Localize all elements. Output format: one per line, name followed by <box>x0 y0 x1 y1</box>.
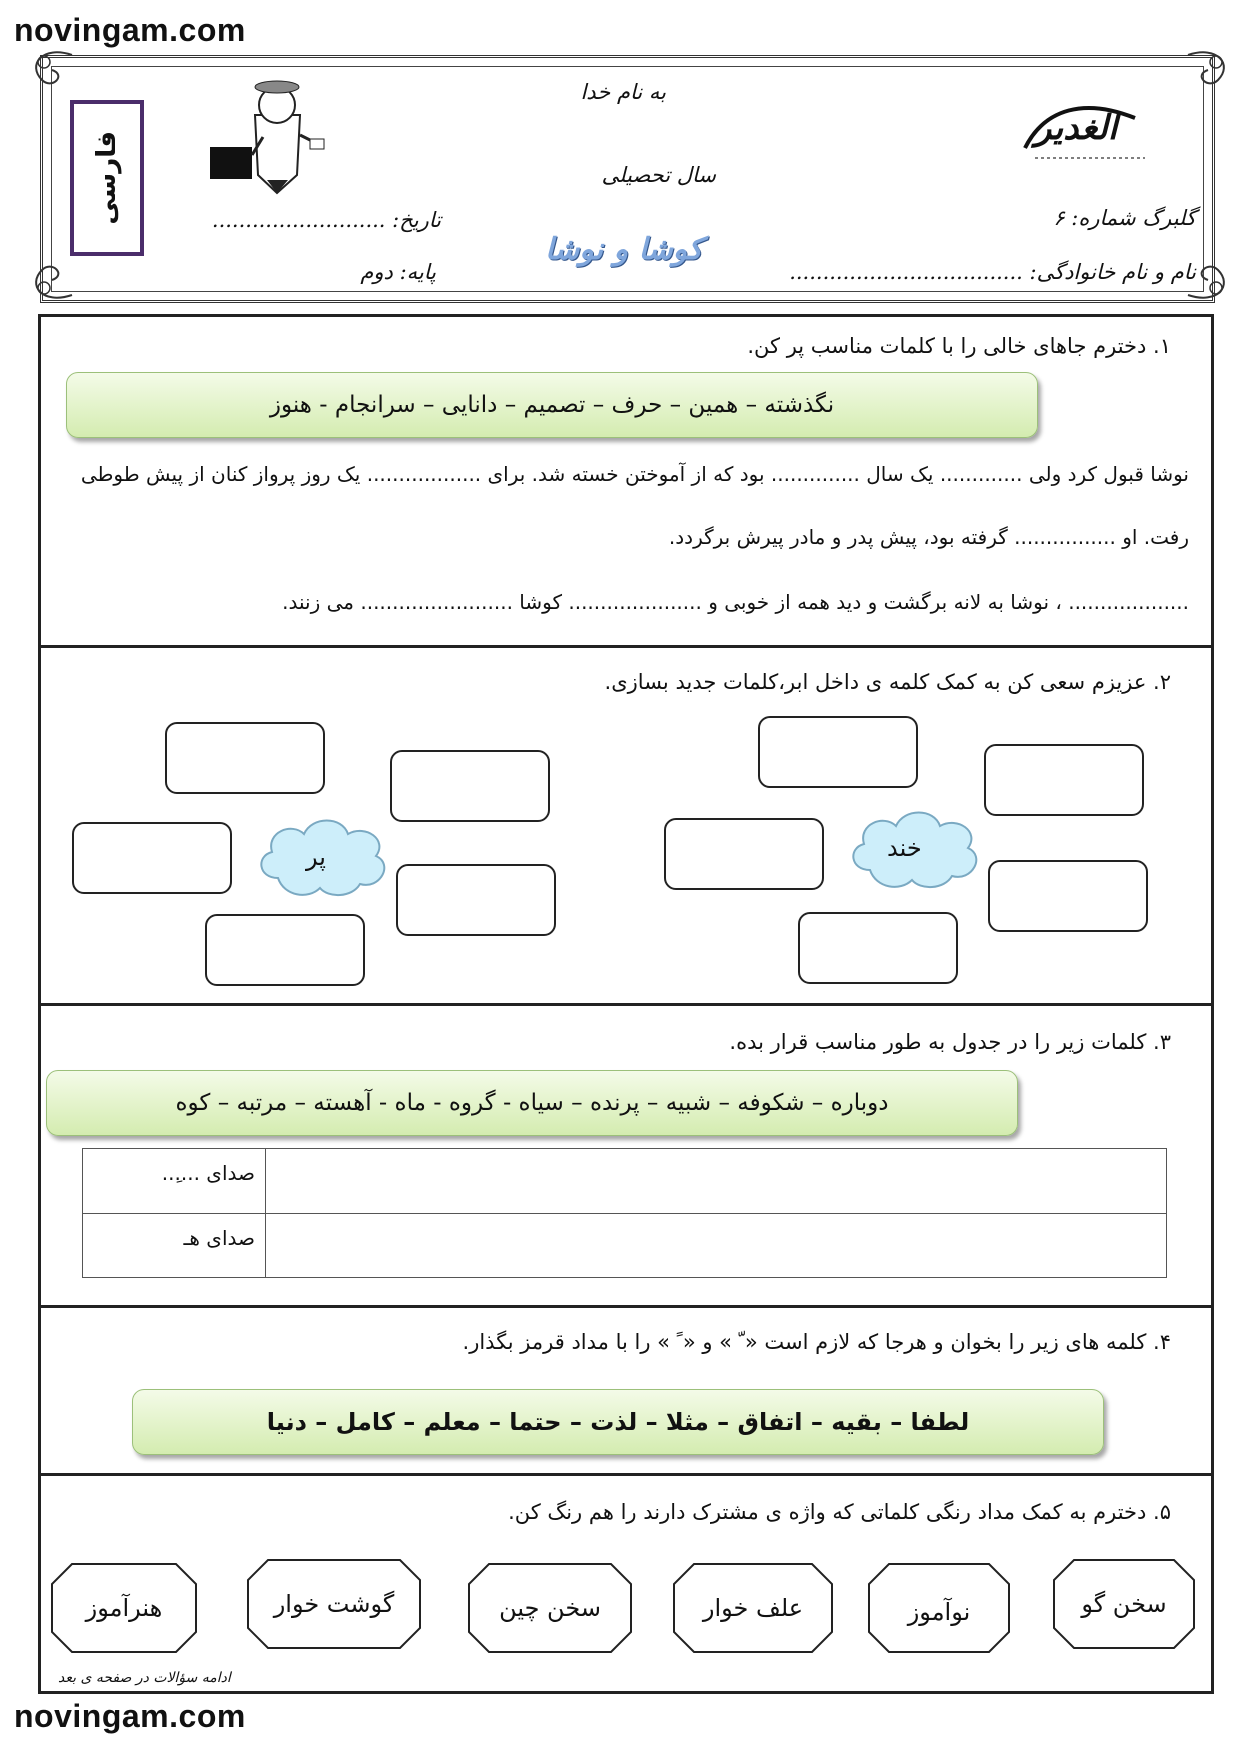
subject-label: فارسی <box>92 131 122 225</box>
word-tile-label: هنرآموز <box>85 1594 163 1622</box>
story-title: کوشا و نوشا <box>545 232 703 267</box>
answer-box[interactable] <box>758 716 918 788</box>
sheet-number: گلبرگ شماره: ۶ <box>1053 206 1196 230</box>
q1-word-bank: نگذشته – همین – حرف – تصمیم – دانایی – سرانجام - هنوز <box>66 372 1038 438</box>
answer-box[interactable] <box>798 912 958 984</box>
continued-note: ادامه سؤالات در صفحه ی بعد <box>58 1670 231 1686</box>
divider <box>38 1305 1214 1308</box>
q4-word-bank: لطفا – بقیه – اتفاق – مثلا – لذت – حتما – معلم – کامل – دنیا <box>132 1389 1104 1455</box>
row-label: صدای ﻫـ <box>83 1213 266 1278</box>
question-1-title: ۱. دخترم جاهای خالی را با کلمات مناسب پر کن. <box>747 334 1171 358</box>
question-5-title: ۵. دخترم به کمک مداد رنگی کلماتی که واژه ی مشترک دارند را هم رنگ کن. <box>508 1500 1171 1524</box>
q3-word-bank: دوباره – شکوفه – شبیه – پرنده – سیاه - گروه - ماه - آهسته – مرتبه – کوه <box>46 1070 1018 1136</box>
word-tile-label: سخن گو <box>1081 1590 1167 1618</box>
q1-sentence-line: ................... ، نوشا به لانه برگشت و دید همه از خوبی و ..................... کوشا ........................ می زنند. <box>282 590 1189 614</box>
table-row <box>83 1213 1167 1278</box>
cloud-word-khand: خند <box>887 834 922 862</box>
bismillah: به نام خدا <box>580 80 666 104</box>
q1-sentence-line: نوشا قبول کرد ولی ............. یک سال .............. بود که از آموختن خسته شد. برای .................. یک روز پرواز کنان از پیش طوطی <box>80 462 1189 486</box>
divider <box>38 1003 1214 1006</box>
table-row <box>83 1149 1167 1214</box>
q3-table <box>82 1148 1167 1278</box>
question-2-title: ۲. عزیزم سعی کن به کمک کلمه ی داخل ابر،کلمات جدید بسازی. <box>604 670 1171 694</box>
ornament-icon <box>22 250 82 310</box>
answer-box[interactable] <box>988 860 1148 932</box>
grade-field: پایه: دوم <box>360 260 436 284</box>
watermark-top: novingam.com <box>14 12 246 48</box>
pencil-character-icon <box>205 75 330 195</box>
word-tile-label: گوشت خوار <box>273 1590 395 1618</box>
q1-sentence-line: رفت. او ................ گرفته بود، پیش پدر و مادر پیرش برگردد. <box>668 525 1189 549</box>
row-label: صدای ....ِ.. <box>83 1149 266 1214</box>
name-field: نام و نام خانوادگی: ................................... <box>789 260 1196 284</box>
question-4-title: ۴. کلمه های زیر را بخوان و هرجا که لازم است « ّ » و « ً » را با مداد قرمز بگذار. <box>462 1330 1171 1354</box>
cloud-word-par: پر <box>306 843 326 871</box>
date-field: تاریخ: .......................... <box>211 208 441 232</box>
word-tile-label: علف خوار <box>702 1594 804 1622</box>
school-year: سال تحصیلی <box>601 163 716 187</box>
watermark-bottom: novingam.com <box>14 1698 246 1734</box>
school-logo: الغدیر <box>1015 88 1155 174</box>
divider <box>38 645 1214 648</box>
ornament-icon <box>22 40 82 100</box>
ornament-icon <box>1178 40 1238 100</box>
answer-box[interactable] <box>396 864 556 936</box>
answer-box[interactable] <box>205 914 365 986</box>
answer-box[interactable] <box>165 722 325 794</box>
subject-box <box>70 100 144 256</box>
answer-cell[interactable] <box>266 1213 1167 1278</box>
question-3-title: ۳. کلمات زیر را در جدول به طور مناسب قرار بده. <box>729 1030 1171 1054</box>
divider <box>38 1473 1214 1476</box>
answer-box[interactable] <box>390 750 550 822</box>
word-tile-label: سخن چین <box>499 1594 601 1622</box>
answer-box[interactable] <box>664 818 824 890</box>
answer-box[interactable] <box>984 744 1144 816</box>
word-tile-label: نوآموز <box>907 1598 971 1626</box>
answer-box[interactable] <box>72 822 232 894</box>
answer-cell[interactable] <box>266 1149 1167 1214</box>
